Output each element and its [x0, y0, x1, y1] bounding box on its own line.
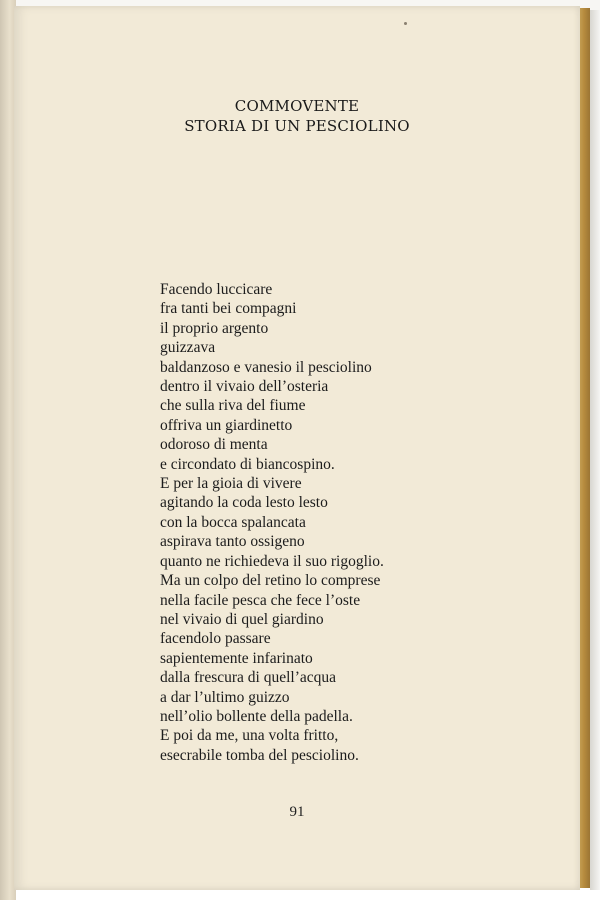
- poem-line: nella facile pesca che fece l’oste: [160, 591, 361, 609]
- poem-line: facendolo passare: [160, 630, 271, 648]
- poem-title-line-2: STORIA DI UN PESCIOLINO: [184, 117, 410, 135]
- poem-line: agitando la coda lesto lesto: [160, 494, 328, 512]
- poem-line: offriva un giardinetto: [160, 416, 293, 434]
- poem-line: nel vivaio di quel giardino: [160, 610, 324, 628]
- poem-line: aspirava tanto ossigeno: [160, 533, 305, 551]
- poem-title: [14, 96, 580, 136]
- poem-line: che sulla riva del fiume: [160, 397, 306, 415]
- poem-line: guizzava: [160, 339, 216, 357]
- book-page: [14, 6, 580, 890]
- page-shadow: [590, 10, 600, 890]
- poem-body: [160, 280, 384, 765]
- poem-line: e circondato di biancospino.: [160, 455, 335, 473]
- poem-line: con la bocca spalancata: [160, 513, 306, 531]
- poem-line: baldanzoso e vanesio il pesciolino: [160, 358, 372, 376]
- poem-line: Facendo luccicare: [160, 281, 273, 298]
- poem-line: Ma un colpo del retino lo comprese: [160, 572, 381, 590]
- poem-line: quanto ne richiedeva il suo rigoglio.: [160, 552, 384, 570]
- poem-line: esecrabile tomba del pesciolino.: [160, 746, 359, 764]
- poem-line: il proprio argento: [160, 319, 269, 337]
- poem-line: dentro il vivaio dell’osteria: [160, 378, 329, 396]
- poem-line: nell’olio bollente della padella.: [160, 707, 353, 725]
- poem-line: E poi da me, una volta fritto,: [160, 727, 339, 745]
- page-number: 91: [289, 804, 305, 820]
- poem-line: fra tanti bei compagni: [160, 300, 297, 318]
- poem-line: E per la gioia di vivere: [160, 475, 302, 493]
- paper-speck: [404, 22, 407, 25]
- poem-line: a dar l’ultimo guizzo: [160, 688, 290, 706]
- poem-line: sapientemente infarinato: [160, 649, 313, 667]
- poem-line: odoroso di menta: [160, 436, 268, 454]
- poem-line: dalla frescura di quell’acqua: [160, 669, 337, 687]
- poem-title-line-1: COMMOVENTE: [234, 97, 360, 115]
